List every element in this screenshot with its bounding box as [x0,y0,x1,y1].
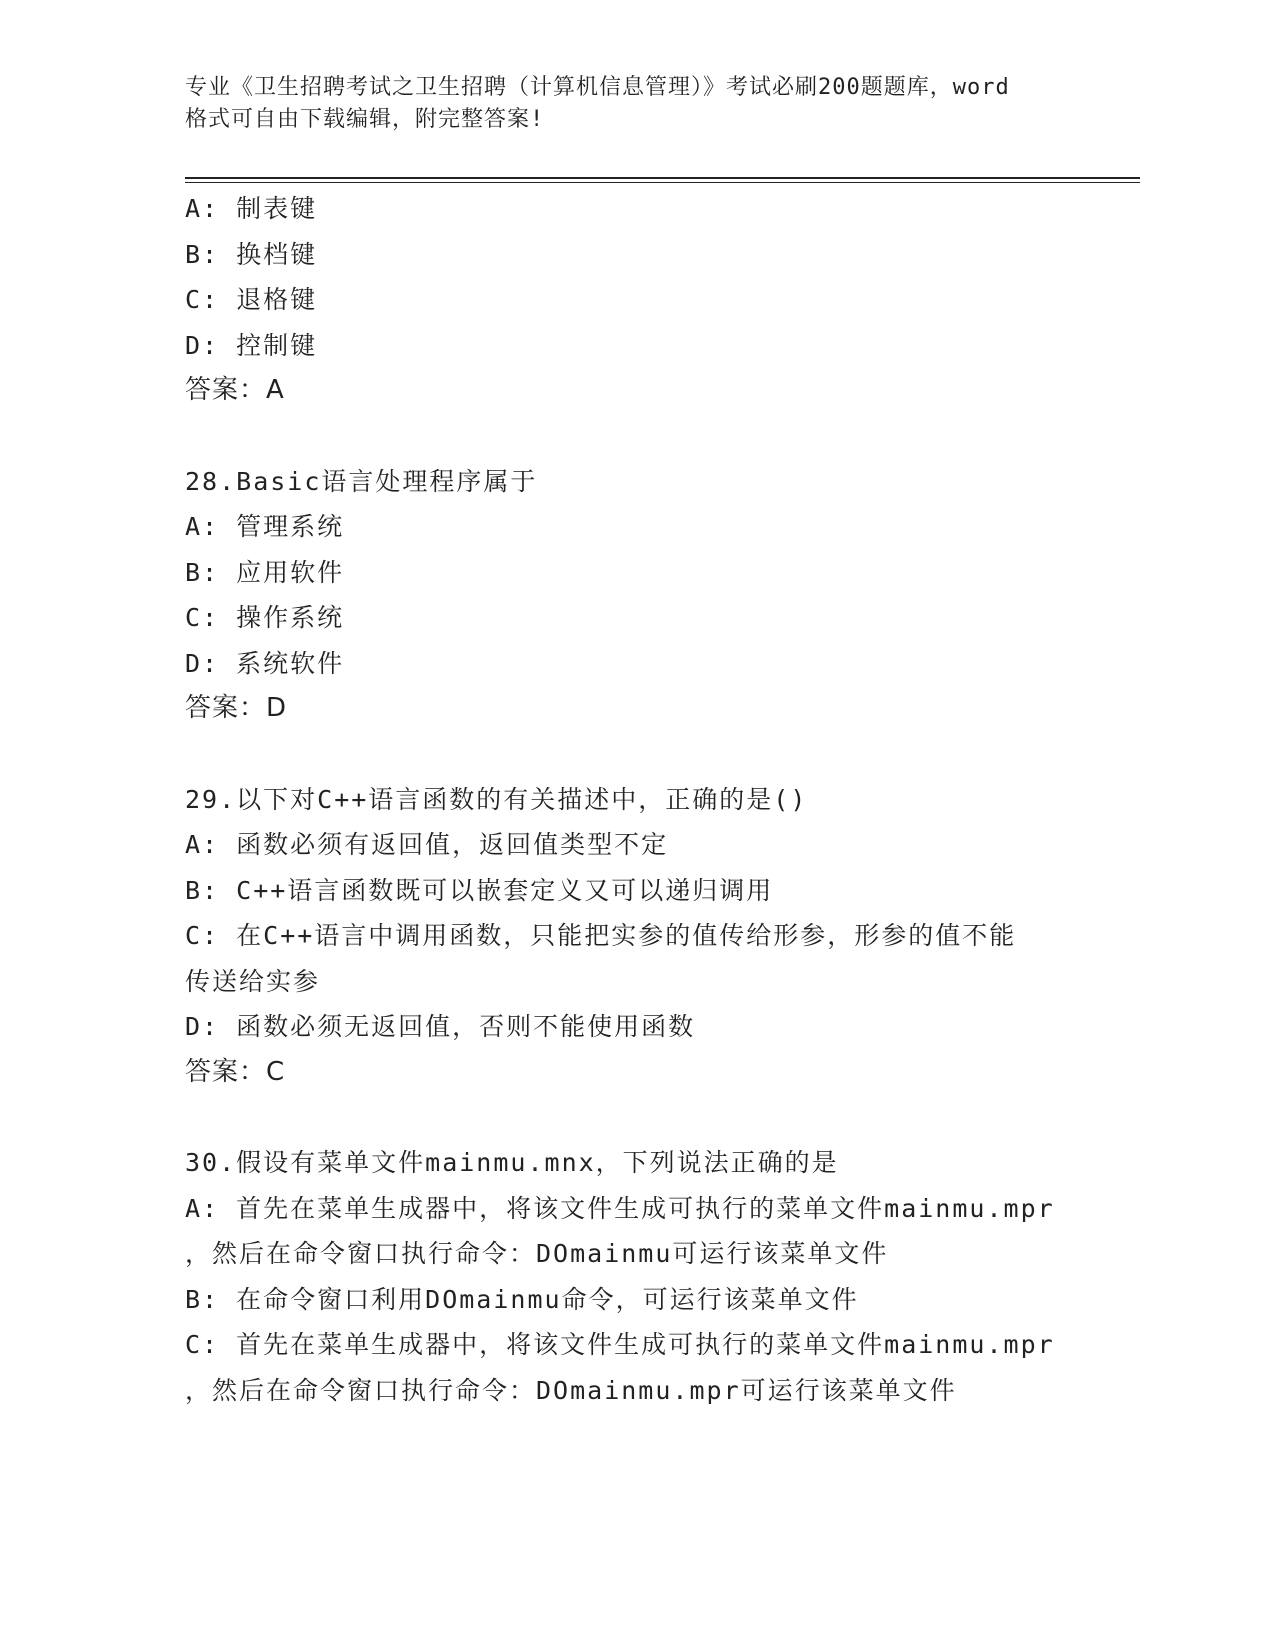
question-28 [185,459,1105,732]
answer-line: 答案：A [185,375,285,405]
question-29 [185,777,1105,1096]
option-b: B: C++语言函数既可以嵌套定义又可以递归调用 [185,875,774,905]
option-b: B: 应用软件 [185,557,345,587]
option-a: A: 制表键 [185,194,318,223]
option-a-continued: ，然后在命令窗口执行命令：DOmainmu可运行该菜单文件 [185,1239,889,1268]
option-b: B: 在命令窗口利用DOmainmu命令，可运行该菜单文件 [185,1284,859,1314]
question-stem: 29.以下对C++语言函数的有关描述中，正确的是() [185,784,808,814]
question-list [185,186,1105,1413]
question-stem: 30.假设有菜单文件mainmu.mnx，下列说法正确的是 [185,1148,839,1177]
header-line-2: 格式可自由下载编辑，附完整答案! [185,107,545,132]
option-c-continued: 传送给实参 [185,966,321,996]
header-line-1: 专业《卫生招聘考试之卫生招聘（计算机信息管理）》考试必刷200题题库，word [185,75,1010,100]
option-c: C: 退格键 [185,285,318,314]
option-a: A: 管理系统 [185,512,345,541]
option-b: B: 换档键 [185,239,318,269]
question-spacer [185,1095,1105,1140]
question-30 [185,1140,1105,1413]
option-d: D: 控制键 [185,330,318,360]
answer-line: 答案：C [185,1056,286,1087]
answer-line: 答案：D [185,693,288,723]
option-c-continued: ，然后在命令窗口执行命令：DOmainmu.mpr可运行该菜单文件 [185,1375,957,1405]
option-a: A: 函数必须有返回值，返回值类型不定 [185,830,669,859]
option-a: A: 首先在菜单生成器中，将该文件生成可执行的菜单文件mainmu.mpr [185,1193,1055,1223]
question-27 [185,186,1105,414]
document-header [185,72,1085,136]
option-c: C: 操作系统 [185,603,345,632]
option-c: C: 首先在菜单生成器中，将该文件生成可执行的菜单文件mainmu.mpr [185,1330,1055,1359]
option-c: C: 在C++语言中调用函数，只能把实参的值传给形参，形参的值不能 [185,921,1017,950]
header-divider-thin [185,182,1140,183]
question-stem: 28.Basic语言处理程序属于 [185,466,538,496]
option-d: D: 函数必须无返回值，否则不能使用函数 [185,1012,696,1041]
question-spacer [185,414,1105,459]
option-d: D: 系统软件 [185,648,345,678]
question-spacer [185,732,1105,777]
header-divider-thick [185,177,1140,179]
